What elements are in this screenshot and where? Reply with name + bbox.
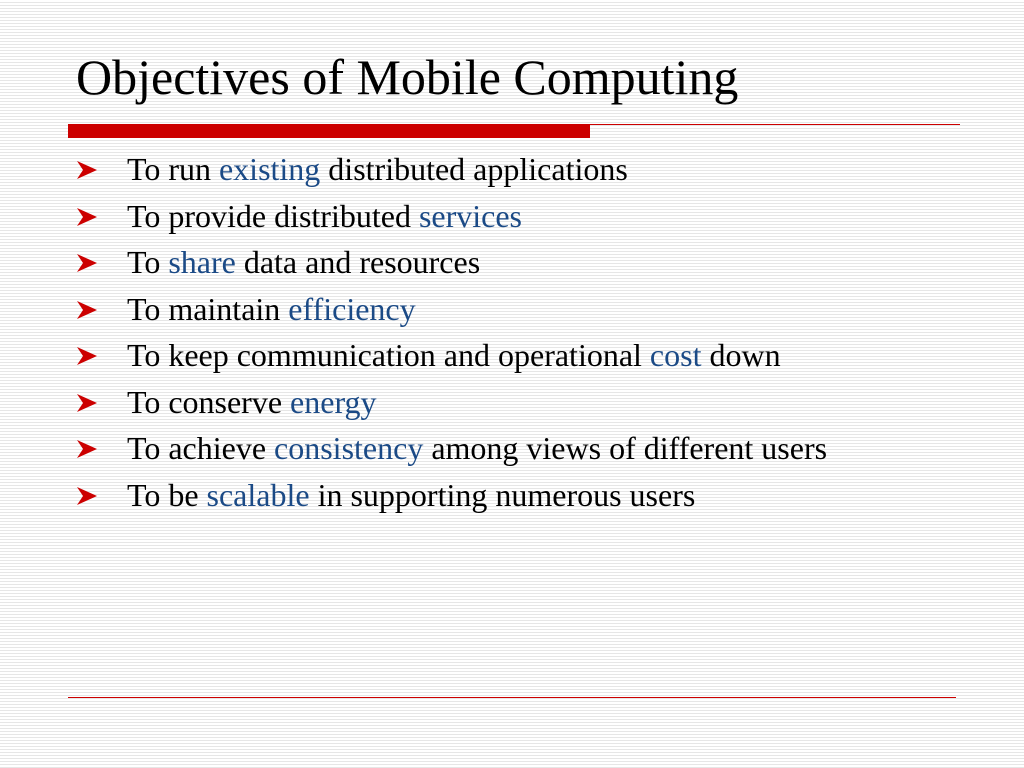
objective-item-7	[76, 430, 956, 466]
arrowhead-bullet-icon	[76, 207, 98, 227]
objective-text: To achieve	[127, 430, 275, 466]
arrowhead-bullet-icon	[76, 439, 98, 459]
objective-text: To provide distributed	[127, 197, 419, 234]
objective-item-8	[76, 477, 956, 513]
objective-keyword: existing	[218, 151, 321, 187]
title-underline-thick	[68, 124, 590, 138]
objective-text: To run	[127, 151, 219, 187]
objective-keyword: consistency	[274, 430, 424, 466]
objective-item-1	[76, 151, 956, 187]
objective-text: To be	[127, 476, 207, 513]
arrowhead-bullet-icon	[76, 346, 98, 366]
objective-text: down	[701, 337, 781, 373]
objective-keyword: scalable	[206, 476, 310, 513]
slide-title: Objectives of Mobile Computing	[76, 49, 739, 105]
arrowhead-bullet-icon	[76, 253, 98, 273]
objective-keyword: share	[168, 244, 236, 280]
objective-text: distributed applications	[320, 151, 628, 187]
objective-keyword: cost	[649, 337, 702, 373]
objective-item-4	[76, 291, 956, 327]
objectives-list	[76, 151, 956, 523]
objective-text: data and resources	[235, 244, 481, 280]
objective-item-3	[76, 244, 956, 280]
objective-item-6	[76, 384, 956, 420]
arrowhead-bullet-icon	[76, 393, 98, 413]
objective-text: To keep communication and operational	[127, 337, 650, 373]
objective-item-2	[76, 198, 956, 234]
objective-text: in supporting numerous users	[309, 476, 696, 513]
arrowhead-bullet-icon	[76, 300, 98, 320]
objective-text: To conserve	[127, 383, 291, 420]
footer-rule	[68, 697, 956, 698]
objective-keyword: services	[418, 197, 522, 234]
objective-text: To	[127, 244, 169, 280]
objective-keyword: efficiency	[288, 290, 416, 327]
arrowhead-bullet-icon	[76, 160, 98, 180]
objective-text: To maintain	[127, 290, 289, 327]
objective-item-5	[76, 337, 956, 373]
objective-text: among views of different users	[423, 430, 828, 466]
title-underline-thin	[590, 124, 960, 125]
arrowhead-bullet-icon	[76, 486, 98, 506]
objective-keyword: energy	[290, 383, 377, 420]
